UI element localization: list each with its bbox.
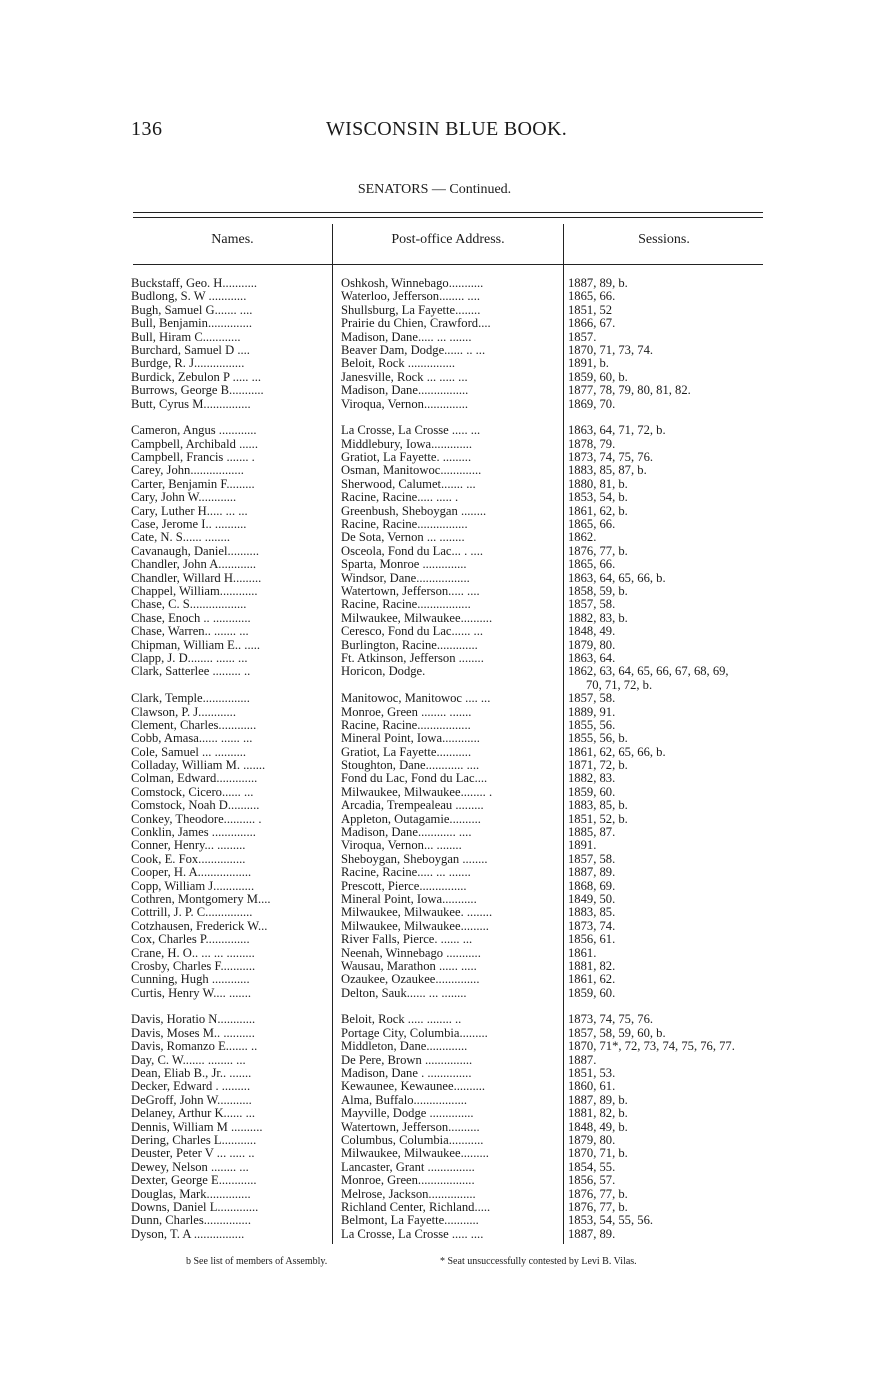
sessions-served: 1879, 80. [568, 638, 616, 652]
post-office-address: Stoughton, Dane............ .... [341, 759, 480, 773]
post-office-address: De Sota, Vernon ... ........ [341, 531, 465, 545]
senator-name: Bugh, Samuel G....... .... [131, 303, 253, 317]
post-office-address: Sparta, Monroe .............. [341, 558, 467, 572]
senator-name: Deuster, Peter V ... ..... .. [131, 1147, 255, 1161]
table-row [131, 371, 771, 384]
table-row [131, 947, 771, 960]
table-row [131, 357, 771, 370]
running-title: WISCONSIN BLUE BOOK. [326, 118, 567, 140]
senator-name: Burdge, R. J................ [131, 357, 245, 371]
senators-table-body [131, 277, 771, 1241]
senator-name: Case, Jerome I.. .......... [131, 518, 247, 532]
sessions-served: 1883, 85, b. [568, 799, 628, 813]
sessions-served: 1849, 50. [568, 892, 616, 906]
post-office-address: Watertown, Jefferson..... .... [341, 584, 480, 598]
sessions-served: 1861, 62, 65, 66, b. [568, 745, 666, 759]
group-spacer [131, 1000, 771, 1013]
post-office-address: Osman, Manitowoc............. [341, 464, 482, 478]
sessions-served: 1882, 83. [568, 772, 616, 786]
table-row [131, 933, 771, 946]
post-office-address: Milwaukee, Milwaukee........ . [341, 785, 493, 799]
senator-name: Douglas, Mark.............. [131, 1187, 251, 1201]
senator-name: Campbell, Francis ....... . [131, 451, 255, 465]
sessions-served: 1877, 78, 79, 80, 81, 82. [568, 384, 691, 398]
table-row [131, 665, 771, 678]
sessions-served: 1857, 58, 59, 60, b. [568, 1026, 666, 1040]
sessions-served: 1856, 61. [568, 933, 616, 947]
sessions-served: 1851, 52, b. [568, 812, 628, 826]
sessions-served: 1870, 71*, 72, 73, 74, 75, 76, 77. [568, 1040, 735, 1054]
post-office-address: Manitowoc, Manitowoc .... ... [341, 692, 491, 706]
table-rule-top-thin [133, 217, 763, 218]
senator-name: Chase, Enoch .. ............ [131, 611, 251, 625]
sessions-served: 1861, 62, b. [568, 504, 628, 518]
table-row [131, 1094, 771, 1107]
senator-name: Clawson, P. J............ [131, 705, 236, 719]
post-office-address: Osceola, Fond du Lac... . .... [341, 544, 483, 558]
senator-name: Dunn, Charles............... [131, 1214, 251, 1228]
senator-name: Chappel, William............ [131, 584, 258, 598]
table-row [131, 585, 771, 598]
post-office-address: Gratiot, La Fayette. ......... [341, 451, 472, 465]
sessions-served: 1859, 60. [568, 785, 616, 799]
sessions-served: 1861. [568, 946, 597, 960]
post-office-address: Racine, Racine..... ..... . [341, 491, 459, 505]
table-row [131, 853, 771, 866]
sessions-served: 1876, 77, b. [568, 1200, 628, 1214]
sessions-served: 1870, 71, 73, 74. [568, 343, 654, 357]
table-row [131, 451, 771, 464]
senator-name: Clark, Satterlee ......... .. [131, 665, 251, 679]
sessions-served: 1856, 57. [568, 1174, 616, 1188]
post-office-address: Columbus, Columbia........... [341, 1134, 484, 1147]
senator-name: Colman, Edward............. [131, 772, 258, 786]
sessions-served: 1857, 58. [568, 598, 616, 612]
table-row [131, 786, 771, 799]
post-office-address: Alma, Buffalo................. [341, 1093, 468, 1107]
senator-name: Chandler, Willard H......... [131, 571, 262, 585]
post-office-address: Viroqua, Vernon... ........ [341, 839, 462, 853]
post-office-address: Racine, Racine................. [341, 598, 471, 612]
post-office-address: Greenbush, Sheboygan ........ [341, 504, 487, 518]
post-office-address: La Crosse, La Crosse ..... ... [341, 424, 481, 438]
sessions-served: 1865, 66. [568, 558, 616, 572]
sessions-served: 1858, 59, b. [568, 584, 628, 598]
table-row [131, 920, 771, 933]
sessions-served: 1873, 74. [568, 919, 616, 933]
post-office-address: Beaver Dam, Dodge...... .. ... [341, 343, 486, 357]
post-office-address: Waterloo, Jefferson........ .... [341, 290, 480, 304]
sessions-served: 1873, 74, 75, 76. [568, 1013, 654, 1027]
senator-name: Bull, Hiram C............ [131, 330, 241, 344]
post-office-address: Gratiot, La Fayette........... [341, 745, 472, 759]
table-row [131, 839, 771, 852]
senator-name: Conkey, Theodore.......... . [131, 812, 262, 826]
sessions-served: 1855, 56, b. [568, 732, 628, 746]
post-office-address: Fond du Lac, Fond du Lac.... [341, 772, 488, 786]
post-office-address: Middlebury, Iowa............. [341, 437, 473, 451]
sessions-served: 1857. [568, 330, 597, 344]
senator-name: Dewey, Nelson ........ ... [131, 1160, 249, 1174]
table-row [131, 813, 771, 826]
footnote-star: * Seat unsuccessfully contested by Levi B. Vilas. [440, 1256, 637, 1267]
post-office-address: Viroqua, Vernon.............. [341, 397, 469, 411]
table-row [131, 960, 771, 973]
post-office-address: Portage City, Columbia......... [341, 1026, 488, 1040]
post-office-address: Horicon, Dodge. [341, 665, 426, 679]
post-office-address: Richland Center, Richland..... [341, 1200, 491, 1214]
post-office-address: Milwaukee, Milwaukee. ........ [341, 906, 493, 920]
table-row [131, 491, 771, 504]
sessions-served: 1891. [568, 839, 597, 853]
post-office-address: Monroe, Green ........ ....... [341, 705, 472, 719]
table-row [131, 987, 771, 1000]
sessions-served: 1883, 85. [568, 906, 616, 920]
sessions-served: 1876, 77, b. [568, 1187, 628, 1201]
post-office-address: Beloit, Rock ............... [341, 357, 456, 371]
post-office-address: Wausau, Marathon ...... ..... [341, 959, 477, 973]
senator-name: Cary, Luther H..... ... ... [131, 504, 248, 518]
post-office-address: Racine, Racine................ [341, 518, 468, 532]
senator-name: Crosby, Charles F........... [131, 959, 256, 973]
table-row [131, 531, 771, 544]
column-header-address: Post-office Address. [391, 232, 505, 247]
senator-name: Cobb, Amasa...... ...... ... [131, 732, 253, 746]
table-row [131, 746, 771, 759]
post-office-address: Middleton, Dane............. [341, 1040, 468, 1054]
sessions-served: 1853, 54, 55, 56. [568, 1214, 654, 1228]
post-office-address: Milwaukee, Milwaukee......... [341, 919, 489, 933]
post-office-address: Madison, Dane................ [341, 384, 469, 398]
post-office-address: Prairie du Chien, Crawford.... [341, 317, 491, 331]
sessions-served: 1891, b. [568, 357, 609, 371]
post-office-address: Mineral Point, Iowa........... [341, 892, 477, 906]
senator-name: Dexter, George E............ [131, 1174, 257, 1188]
senator-name: Cox, Charles P.............. [131, 933, 250, 947]
senator-name: Colladay, William M. ....... [131, 759, 266, 773]
senator-name: Cotzhausen, Frederick W... [131, 919, 268, 933]
senator-name: Decker, Edward . ......... [131, 1080, 251, 1094]
senator-name: Downs, Daniel L............. [131, 1200, 259, 1214]
senator-name: Comstock, Cicero...... ... [131, 785, 254, 799]
table-row [131, 424, 771, 437]
senator-name: Chase, Warren.. ....... ... [131, 625, 249, 639]
table-row [131, 1174, 771, 1187]
sessions-served: 1857, 58. [568, 852, 616, 866]
senator-name: Cavanaugh, Daniel.......... [131, 544, 260, 558]
page-number: 136 [131, 118, 163, 140]
table-row [131, 1147, 771, 1160]
table-row [131, 464, 771, 477]
sessions-served: 1873, 74, 75, 76. [568, 451, 654, 465]
post-office-address: Ceresco, Fond du Lac...... ... [341, 625, 483, 639]
table-row [131, 344, 771, 357]
senator-name: Chipman, William E.. ..... [131, 638, 261, 652]
sessions-served: 1851, 53. [568, 1067, 616, 1081]
sessions-served: 1881, 82, b. [568, 1107, 628, 1121]
sessions-served: 1889, 91. [568, 705, 616, 719]
sessions-served: 70, 71, 72, b. [586, 678, 653, 692]
post-office-address: De Pere, Brown ............... [341, 1053, 473, 1067]
sessions-served: 1870, 71, b. [568, 1147, 628, 1161]
senator-name: Crane, H. O.. ... ... ......... [131, 946, 255, 960]
senator-name: Cary, John W............ [131, 491, 237, 505]
post-office-address: Sheboygan, Sheboygan ........ [341, 852, 488, 866]
post-office-address: Neenah, Winnebago ........... [341, 946, 481, 960]
senator-name: Davis, Horatio N............ [131, 1013, 256, 1027]
senator-name: Clement, Charles............ [131, 718, 257, 732]
sessions-served: 1880, 81, b. [568, 477, 628, 491]
table-row [131, 1201, 771, 1214]
post-office-address: Prescott, Pierce............... [341, 879, 467, 893]
senator-name: Burrows, George B........... [131, 384, 264, 398]
post-office-address: Beloit, Rock ..... ........ .. [341, 1013, 462, 1027]
post-office-address: Milwaukee, Milwaukee.......... [341, 611, 493, 625]
table-row [131, 679, 771, 692]
table-row [131, 973, 771, 986]
post-office-address: Racine, Racine................. [341, 718, 471, 732]
table-row [131, 384, 771, 397]
post-office-address: Madison, Dane . .............. [341, 1067, 472, 1081]
senator-name: Dennis, William M .......... [131, 1120, 263, 1134]
post-office-address: River Falls, Pierce. ...... ... [341, 933, 473, 947]
senator-name: Conklin, James .............. [131, 826, 256, 840]
post-office-address: Ozaukee, Ozaukee.............. [341, 973, 480, 987]
sessions-served: 1848, 49, b. [568, 1120, 628, 1134]
sessions-served: 1863, 64, 65, 66, b. [568, 571, 666, 585]
sessions-served: 1883, 85, 87, b. [568, 464, 647, 478]
senator-name: Dyson, T. A ................ [131, 1227, 245, 1241]
senator-name: Curtis, Henry W.... ....... [131, 986, 251, 1000]
table-row [131, 1161, 771, 1174]
senator-name: Butt, Cyrus M............... [131, 397, 251, 411]
sessions-served: 1854, 55. [568, 1160, 616, 1174]
senator-name: Buckstaff, Geo. H........... [131, 277, 258, 290]
table-row [131, 304, 771, 317]
post-office-address: Belmont, La Fayette........... [341, 1214, 479, 1228]
senator-name: Copp, William J............. [131, 879, 255, 893]
table-row [131, 719, 771, 732]
senator-name: Davis, Romanzo E....... .. [131, 1040, 258, 1054]
table-row [131, 545, 771, 558]
table-row [131, 880, 771, 893]
senator-name: Cameron, Angus ............ [131, 424, 257, 438]
table-row [131, 1080, 771, 1093]
sessions-served: 1881, 82. [568, 959, 616, 973]
post-office-address: Watertown, Jefferson.......... [341, 1120, 480, 1134]
senator-name: Comstock, Noah D.......... [131, 799, 260, 813]
post-office-address: Mayville, Dodge .............. [341, 1107, 474, 1121]
column-header-names: Names. [211, 232, 254, 247]
post-office-address: Ft. Atkinson, Jefferson ........ [341, 651, 484, 665]
sessions-served: 1887, 89. [568, 866, 616, 880]
table-row [131, 317, 771, 330]
sessions-served: 1882, 83, b. [568, 611, 628, 625]
table-row [131, 639, 771, 652]
table-row [131, 706, 771, 719]
sessions-served: 1848, 49. [568, 625, 616, 639]
column-header-sessions: Sessions. [638, 232, 690, 247]
table-row [131, 398, 771, 411]
sessions-served: 1887, 89. [568, 1227, 616, 1241]
senator-name: Dean, Eliab B., Jr.. ....... [131, 1067, 252, 1081]
table-rule-header [133, 264, 763, 265]
post-office-address: Janesville, Rock ... ..... ... [341, 370, 468, 384]
senator-name: Campbell, Archibald ...... [131, 437, 258, 451]
post-office-address: Sherwood, Calumet....... ... [341, 477, 476, 491]
senator-name: Burdick, Zebulon P ..... ... [131, 370, 262, 384]
senator-name: Carter, Benjamin F......... [131, 477, 255, 491]
table-row [131, 438, 771, 451]
sessions-served: 1851, 52 [568, 303, 613, 317]
table-row [131, 1054, 771, 1067]
table-row [131, 572, 771, 585]
post-office-address: Mineral Point, Iowa............ [341, 732, 480, 746]
senator-name: Dering, Charles L........... [131, 1134, 257, 1147]
senator-name: Cothren, Montgomery M.... [131, 892, 271, 906]
sessions-served: 1863, 64. [568, 651, 616, 665]
post-office-address: Lancaster, Grant ............... [341, 1160, 475, 1174]
senator-name: Chase, C. S.................. [131, 598, 247, 612]
senator-name: Cook, E. Fox............... [131, 852, 246, 866]
post-office-address: Melrose, Jackson............... [341, 1187, 476, 1201]
table-row [131, 732, 771, 745]
senator-name: Cate, N. S...... ........ [131, 531, 230, 545]
table-row [131, 1013, 771, 1026]
sessions-served: 1869, 70. [568, 397, 616, 411]
sessions-served: 1857, 58. [568, 692, 616, 706]
post-office-address: Oshkosh, Winnebago........... [341, 277, 484, 290]
senator-name: Conner, Henry... ......... [131, 839, 246, 853]
sessions-served: 1887, 89, b. [568, 277, 628, 290]
table-row [131, 478, 771, 491]
table-row [131, 1214, 771, 1227]
sessions-served: 1865, 66. [568, 290, 616, 304]
sessions-served: 1871, 72, b. [568, 759, 628, 773]
sessions-served: 1887, 89, b. [568, 1093, 628, 1107]
post-office-address: Monroe, Green.................. [341, 1174, 475, 1188]
table-row [131, 558, 771, 571]
post-office-address: La Crosse, La Crosse ..... .... [341, 1227, 484, 1241]
senator-name: Carey, John................. [131, 464, 244, 478]
sessions-served: 1868, 69. [568, 879, 616, 893]
sessions-served: 1866, 67. [568, 317, 616, 331]
table-row [131, 505, 771, 518]
table-row [131, 1067, 771, 1080]
table-row [131, 692, 771, 705]
sessions-served: 1885, 87. [568, 826, 616, 840]
senator-name: DeGroff, John W........... [131, 1093, 252, 1107]
table-row [131, 652, 771, 665]
post-office-address: Appleton, Outagamie.......... [341, 812, 481, 826]
table-row [131, 772, 771, 785]
footnote-b: b See list of members of Assembly. [186, 1256, 328, 1267]
post-office-address: Windsor, Dane................. [341, 571, 470, 585]
table-row [131, 1134, 771, 1147]
sessions-served: 1865, 66. [568, 518, 616, 532]
senator-name: Cottrill, J. P. C............... [131, 906, 253, 920]
table-row [131, 1121, 771, 1134]
table-row [131, 625, 771, 638]
table-row [131, 866, 771, 879]
sessions-served: 1863, 64, 71, 72, b. [568, 424, 666, 438]
sessions-served: 1861, 62. [568, 973, 616, 987]
post-office-address: Shullsburg, La Fayette........ [341, 303, 481, 317]
senator-name: Cole, Samuel ... .......... [131, 745, 247, 759]
sessions-served: 1859, 60. [568, 986, 616, 1000]
senator-name: Cooper, H. A................. [131, 866, 252, 880]
table-rule-top [133, 212, 763, 213]
table-row [131, 1188, 771, 1201]
table-row [131, 612, 771, 625]
senator-name: Bull, Benjamin.............. [131, 317, 253, 331]
post-office-address: Arcadia, Trempealeau ......... [341, 799, 484, 813]
table-row [131, 1027, 771, 1040]
senator-name: Burchard, Samuel D .... [131, 343, 250, 357]
table-row [131, 1228, 771, 1241]
table-row [131, 1107, 771, 1120]
post-office-address: Milwaukee, Milwaukee......... [341, 1147, 489, 1161]
sessions-served: 1878, 79. [568, 437, 616, 451]
table-row [131, 799, 771, 812]
post-office-address: Burlington, Racine............. [341, 638, 478, 652]
sessions-served: 1860, 61. [568, 1080, 616, 1094]
senator-name: Day, C. W....... ........ ... [131, 1053, 246, 1067]
table-row [131, 759, 771, 772]
table-row [131, 331, 771, 344]
group-spacer [131, 411, 771, 424]
table-row [131, 518, 771, 531]
table-row [131, 1040, 771, 1053]
post-office-address: Kewaunee, Kewaunee.......... [341, 1080, 486, 1094]
senator-name: Clark, Temple............... [131, 692, 250, 706]
table-row [131, 826, 771, 839]
post-office-address: Delton, Sauk...... ... ........ [341, 986, 467, 1000]
senator-name: Davis, Moses M.. .......... [131, 1026, 255, 1040]
senator-name: Cunning, Hugh ............ [131, 973, 250, 987]
sessions-served: 1855, 56. [568, 718, 616, 732]
sessions-served: 1876, 77, b. [568, 544, 628, 558]
sessions-served: 1859, 60, b. [568, 370, 628, 384]
post-office-address: Madison, Dane............ .... [341, 826, 472, 840]
sessions-served: 1879, 80. [568, 1134, 616, 1147]
senator-name: Chandler, John A............ [131, 558, 257, 572]
table-row [131, 893, 771, 906]
sessions-served: 1862. [568, 531, 597, 545]
senator-name: Delaney, Arthur K...... ... [131, 1107, 256, 1121]
senator-name: Budlong, S. W ............ [131, 290, 247, 304]
table-row [131, 277, 771, 290]
sessions-served: 1887. [568, 1053, 597, 1067]
sessions-served: 1862, 63, 64, 65, 66, 67, 68, 69, [568, 665, 729, 679]
section-title: SENATORS — Continued. [357, 182, 512, 197]
table-row [131, 906, 771, 919]
sessions-served: 1853, 54, b. [568, 491, 628, 505]
table-row [131, 598, 771, 611]
post-office-address: Racine, Racine..... ... ....... [341, 866, 471, 880]
senator-name: Clapp, J. D........ ...... ... [131, 651, 248, 665]
post-office-address: Madison, Dane..... ... ....... [341, 330, 472, 344]
table-row [131, 290, 771, 303]
